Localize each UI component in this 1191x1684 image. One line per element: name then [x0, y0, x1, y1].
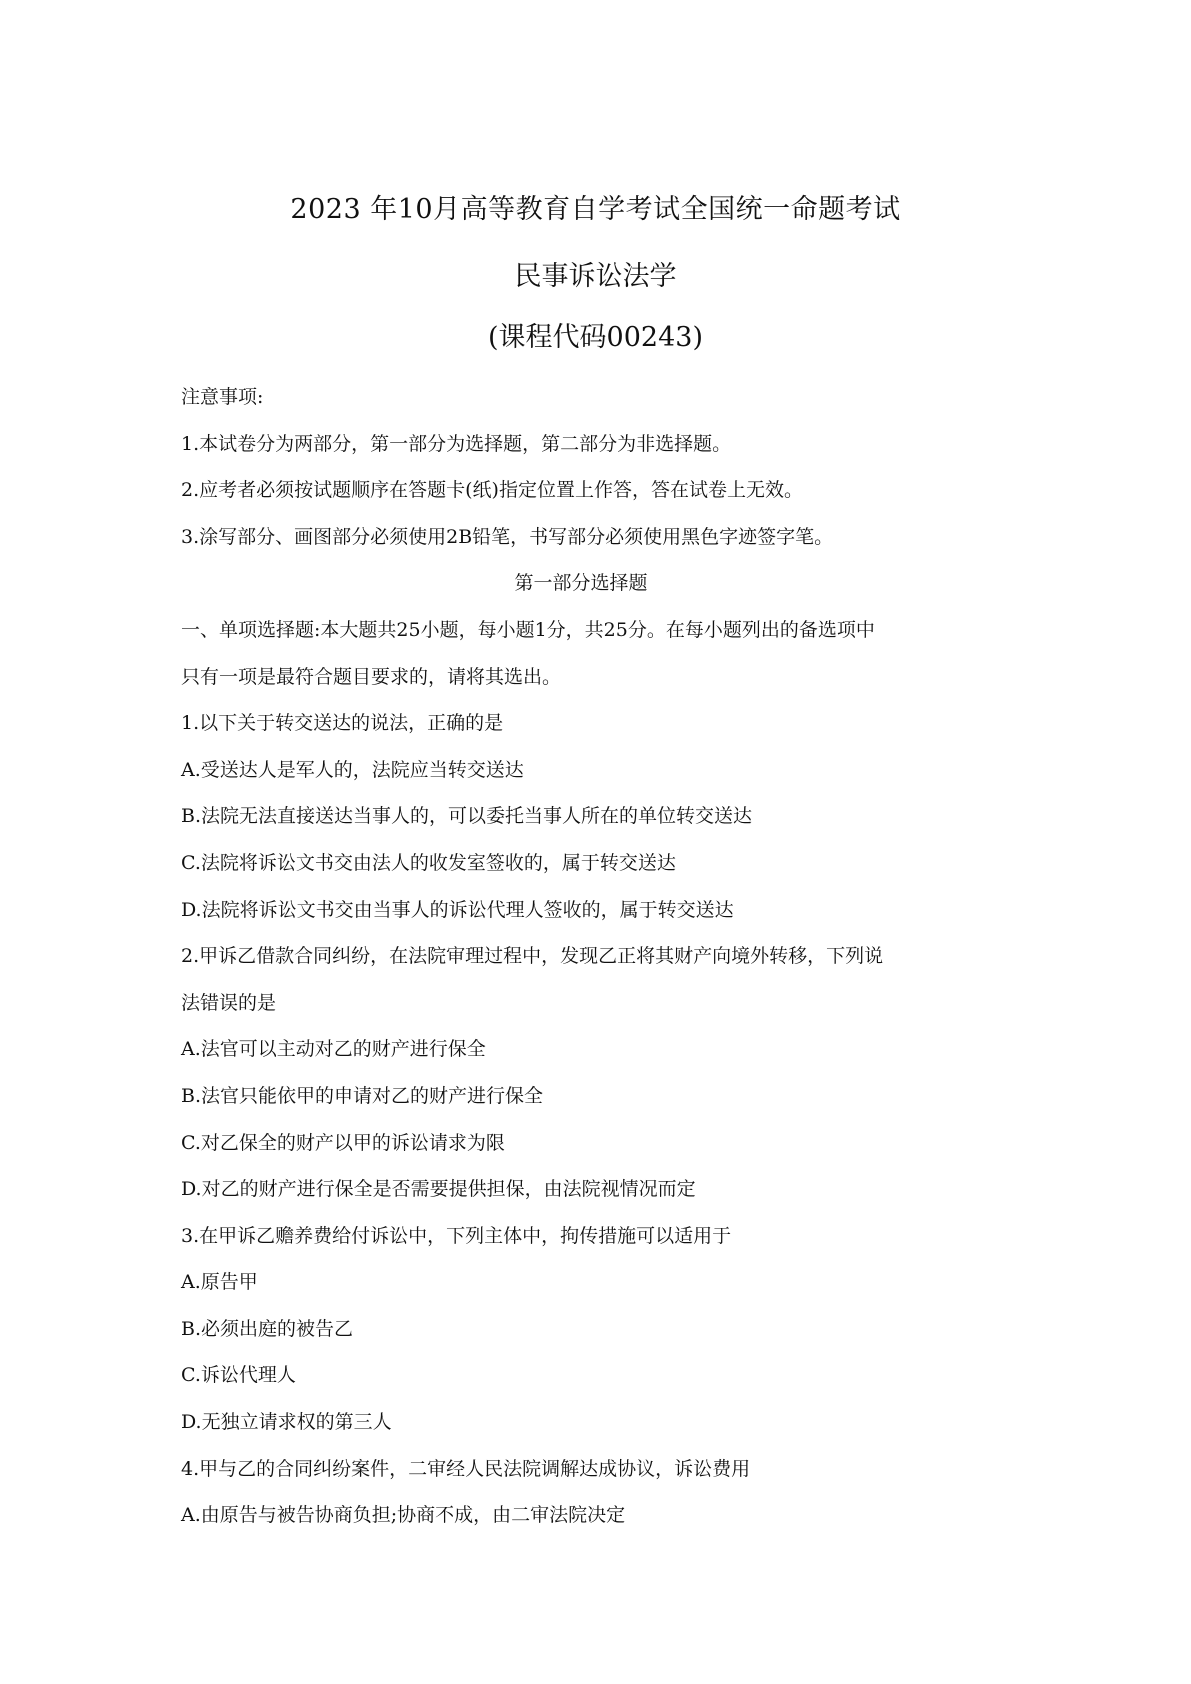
- question-option: C.诉讼代理人: [181, 1364, 296, 1387]
- question-option: A.受送达人是军人的，法院应当转交送达: [181, 758, 524, 781]
- section-instruction: 只有一项是最符合题目要求的，请将其选出。: [181, 665, 562, 688]
- exam-title: 2023 年10月高等教育自学考试全国统一命题考试: [290, 194, 901, 225]
- question-option: B.法院无法直接送达当事人的，可以委托当事人所在的单位转交送达: [181, 805, 753, 828]
- question-stem: 3.在甲诉乙赡养费给付诉讼中，下列主体中，拘传措施可以适用于: [181, 1224, 732, 1247]
- part-one-heading: 第一部分选择题: [514, 572, 648, 595]
- exam-subject: 民事诉讼法学: [514, 261, 677, 292]
- question-option: C.对乙保全的财产以甲的诉讼请求为限: [181, 1131, 505, 1154]
- question-stem: 2.甲诉乙借款合同纠纷，在法院审理过程中，发现乙正将其财产向境外转移，下列说: [181, 945, 884, 968]
- question-stem: 法错误的是: [181, 991, 277, 1014]
- question-option: D.对乙的财产进行保全是否需要提供担保，由法院视情况而定: [181, 1178, 696, 1201]
- question-option: B.必须出庭的被告乙: [181, 1317, 354, 1340]
- notice-item: 3.涂写部分、画图部分必须使用2B铅笔，书写部分必须使用黑色字迹签字笔。: [181, 525, 834, 548]
- course-code: (课程代码00243): [488, 322, 703, 353]
- notice-heading: 注意事项:: [181, 386, 264, 408]
- notice-item: 1.本试卷分为两部分，第一部分为选择题，第二部分为非选择题。: [181, 432, 732, 455]
- question-stem: 1.以下关于转交送达的说法，正确的是: [181, 712, 504, 735]
- question-option: A.由原告与被告协商负担;协商不成，由二审法院决定: [181, 1504, 626, 1527]
- question-stem: 4.甲与乙的合同纠纷案件，二审经人民法院调解达成协议，诉讼费用: [181, 1457, 751, 1480]
- question-option: D.法院将诉讼文书交由当事人的诉讼代理人签收的，属于转交送达: [181, 898, 734, 921]
- question-option: A.法官可以主动对乙的财产进行保全: [181, 1038, 486, 1061]
- question-option: A.原告甲: [181, 1271, 258, 1294]
- question-option: C.法院将诉讼文书交由法人的收发室签收的，属于转交送达: [181, 851, 676, 874]
- question-option: B.法官只能依甲的申请对乙的财产进行保全: [181, 1084, 544, 1107]
- question-option: D.无独立请求权的第三人: [181, 1411, 392, 1434]
- exam-body: [181, 384, 981, 1549]
- notice-item: 2.应考者必须按试题顺序在答题卡(纸)指定位置上作答，答在试卷上无效。: [181, 479, 803, 502]
- section-instruction: 一、单项选择题:本大题共25小题，每小题1分，共25分。在每小题列出的备选项中: [181, 618, 875, 641]
